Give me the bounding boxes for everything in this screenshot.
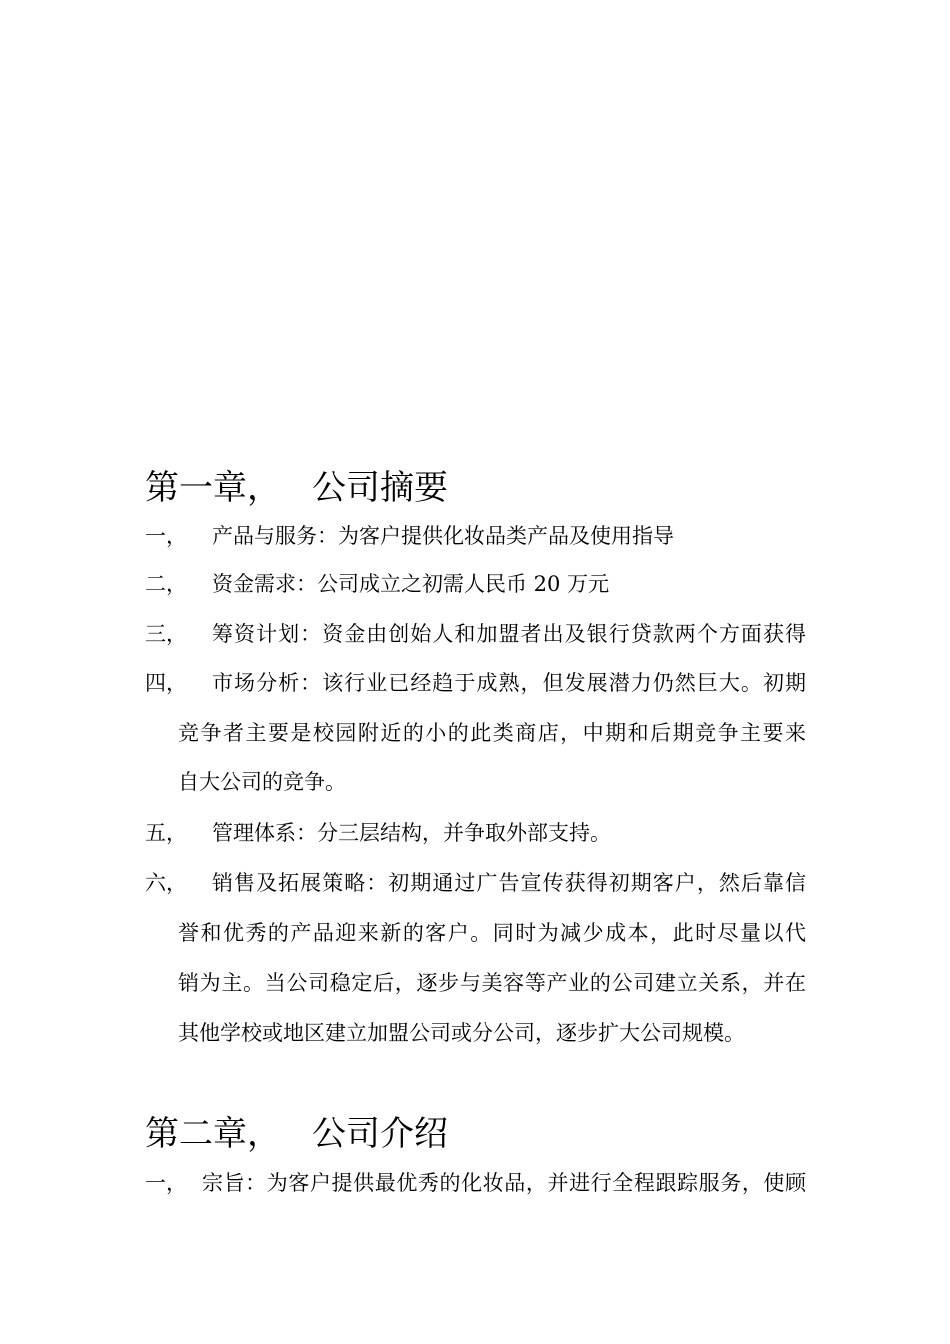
item-text-continued: 誉和优秀的产品迎来新的客户。同时为减少成本，此时尽量以代 bbox=[178, 921, 806, 945]
chapter-number: 第二章， bbox=[145, 1114, 281, 1154]
chapter-title: 公司摘要 bbox=[312, 468, 448, 508]
item-text-continued: 自大公司的竞争。 bbox=[178, 770, 346, 794]
item-number: 三， bbox=[145, 622, 187, 646]
item-text: 产品与服务：为客户提供化妆品类产品及使用指导 bbox=[212, 524, 674, 548]
chapter-title: 公司介绍 bbox=[312, 1114, 448, 1154]
item-number: 五， bbox=[145, 821, 187, 845]
item-number: 一， bbox=[145, 1171, 187, 1195]
item-text: 资金需求：公司成立之初需人民币 20 万元 bbox=[212, 572, 610, 596]
item-text-continued: 竞争者主要是校园附近的小的此类商店，中期和后期竞争主要来 bbox=[178, 721, 806, 745]
item-text-continued: 其他学校或地区建立加盟公司或分公司，逐步扩大公司规模。 bbox=[178, 1021, 745, 1045]
item-text-continued: 销为主。当公司稳定后，逐步与美容等产业的公司建立关系，并在 bbox=[178, 971, 806, 995]
item-number: 二， bbox=[145, 572, 187, 596]
item-text: 管理体系：分三层结构，并争取外部支持。 bbox=[212, 821, 611, 845]
item-text: 销售及拓展策略：初期通过广告宣传获得初期客户，然后靠信 bbox=[212, 871, 806, 895]
item-text: 筹资计划：资金由创始人和加盟者出及银行贷款两个方面获得 bbox=[212, 622, 806, 646]
item-number: 四， bbox=[145, 671, 187, 695]
item-text: 宗旨：为客户提供最优秀的化妆品，并进行全程跟踪服务，使顾 bbox=[202, 1171, 806, 1195]
item-text: 市场分析：该行业已经趋于成熟，但发展潜力仍然巨大。初期 bbox=[212, 671, 806, 695]
chapter-number: 第一章， bbox=[145, 468, 281, 508]
item-number: 一， bbox=[145, 524, 187, 548]
item-number: 六， bbox=[145, 871, 187, 895]
